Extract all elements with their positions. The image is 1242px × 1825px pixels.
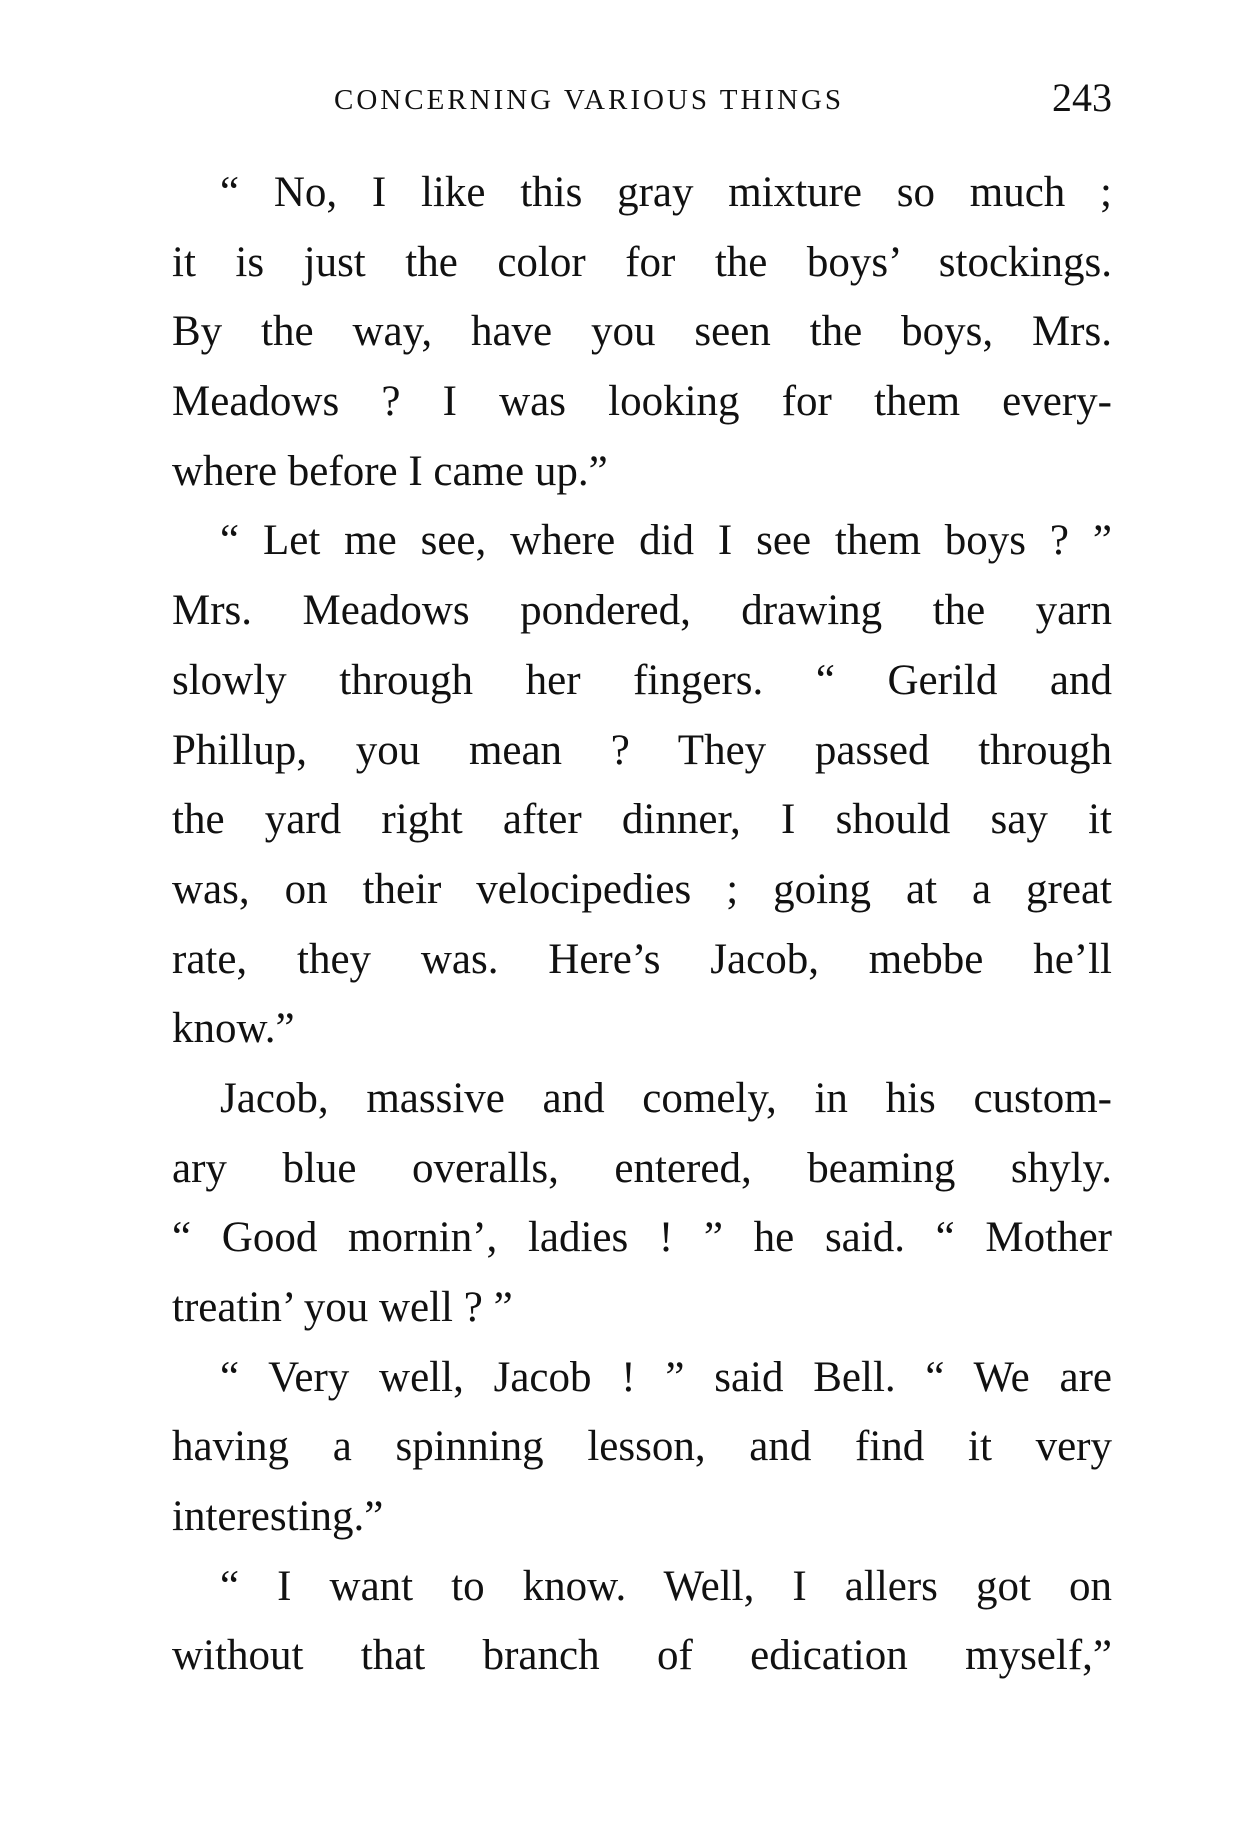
text-line: slowly through her fingers. “ Gerild and <box>172 656 1112 704</box>
paragraph <box>172 506 1112 1064</box>
text-line: Phillup, you mean ? They passed through <box>172 726 1112 774</box>
running-head <box>172 74 1112 126</box>
body-text <box>172 158 1112 1691</box>
text-line: it is just the color for the boys’ stockings. <box>172 238 1112 286</box>
text-line: By the way, have you seen the boys, Mrs. <box>172 308 1112 356</box>
text-line: the yard right after dinner, I should say it <box>172 796 1112 844</box>
running-title: CONCERNING VARIOUS THINGS <box>334 84 845 116</box>
text-line: was, on their velocipedies ; going at a great <box>172 865 1112 913</box>
text-line: “ Let me see, where did I see them boys ? ” <box>220 517 1112 565</box>
text-line: Mrs. Meadows pondered, drawing the yarn <box>172 587 1112 635</box>
paragraph <box>172 1064 1112 1343</box>
text-line: Meadows ? I was looking for them every- <box>172 378 1112 426</box>
text-line: ary blue overalls, entered, beaming shyly. <box>172 1144 1112 1192</box>
text-line: rate, they was. Here’s Jacob, mebbe he’ll <box>172 935 1112 983</box>
text-line: interesting.” <box>172 1493 384 1541</box>
paragraph <box>172 1552 1112 1691</box>
text-line: having a spinning lesson, and find it very <box>172 1423 1112 1471</box>
text-line: without that branch of edication myself,” <box>172 1632 1112 1680</box>
text-line: Jacob, massive and comely, in his custom- <box>220 1074 1112 1122</box>
page-number: 243 <box>1052 75 1112 120</box>
paragraph <box>172 1343 1112 1552</box>
paragraph <box>172 158 1112 506</box>
text-line: know.” <box>172 1005 295 1053</box>
text-line: “ Good mornin’, ladies ! ” he said. “ Mother <box>172 1214 1112 1262</box>
text-line: where before I came up.” <box>172 447 608 495</box>
text-line: “ I want to know. Well, I allers got on <box>220 1562 1112 1610</box>
text-line: “ No, I like this gray mixture so much ; <box>220 169 1112 216</box>
text-line: “ Very well, Jacob ! ” said Bell. “ We are <box>220 1353 1112 1401</box>
text-line: treatin’ you well ? ” <box>172 1284 513 1331</box>
